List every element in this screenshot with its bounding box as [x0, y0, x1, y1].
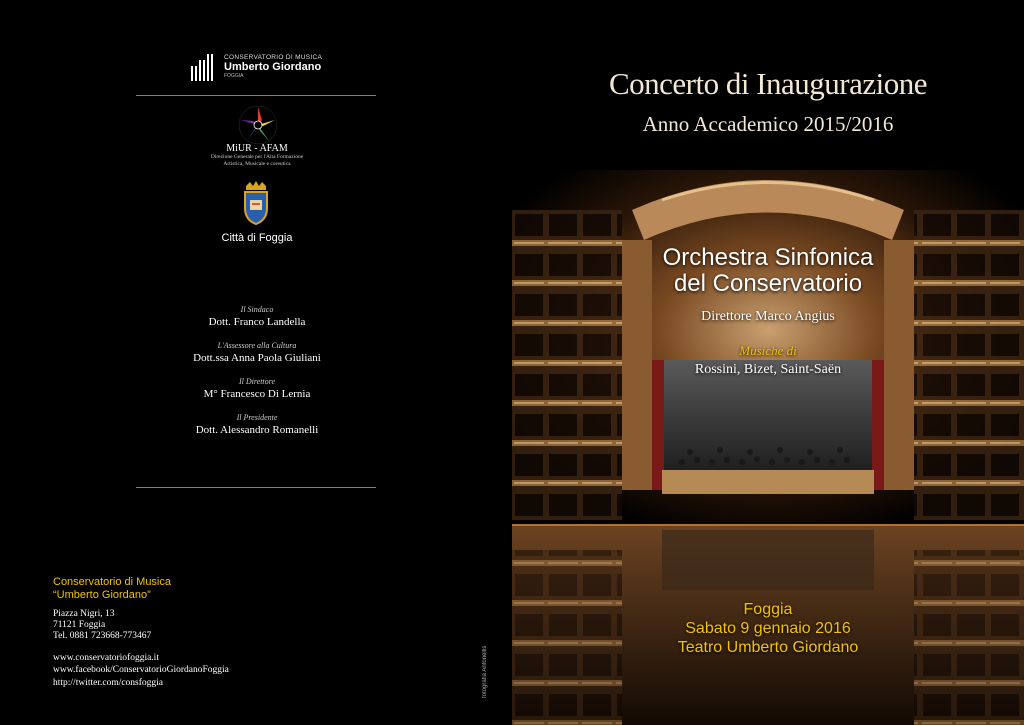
city-crest-icon	[240, 180, 272, 226]
photo-credit: fotografia Antonellis	[482, 645, 488, 698]
city-label: Città di Foggia	[221, 232, 293, 244]
official-name: Dott. Franco Landella	[208, 316, 306, 328]
official-assessore	[146, 341, 368, 364]
orchestra-name	[512, 245, 1024, 298]
official-name: Dott. Alessandro Romanelli	[195, 424, 319, 436]
divider-bottom	[136, 487, 376, 488]
orchestra-line2: del Conservatorio	[673, 270, 863, 298]
right-panel	[512, 0, 1024, 725]
official-sindaco	[146, 305, 368, 328]
event-venue: Teatro Umberto Giordano	[677, 638, 859, 656]
twitter-link[interactable]: http://twitter.com/consfoggia	[53, 677, 164, 688]
official-name: Dott.ssa Anna Paola Giuliani	[193, 352, 321, 364]
official-role: Il Sindaco	[240, 305, 274, 314]
orchestra-line1: Orchestra Sinfonica	[662, 244, 874, 271]
divider-top	[136, 95, 376, 96]
official-role: Il Presidente	[236, 413, 278, 422]
contact-block	[53, 576, 229, 689]
official-name: M° Francesco Di Lernia	[203, 388, 311, 400]
official-presidente	[146, 413, 368, 436]
event-date: Sabato 9 gennaio 2016	[685, 619, 851, 637]
director: Direttore Marco Angius	[701, 309, 835, 324]
contact-heading-1: Conservatorio di Musica	[53, 576, 171, 588]
address-line-2: 71121 Foggia	[53, 620, 106, 631]
contact-heading-2: “Umberto Giordano”	[53, 588, 151, 601]
logo-line1: CONSERVATORIO DI MUSICA	[224, 54, 323, 62]
logo-line3: FOGGIA	[224, 72, 244, 79]
address-line-1: Piazza Nigri, 13	[53, 609, 115, 620]
miur-block	[146, 143, 368, 168]
photo-divider	[512, 524, 1024, 526]
composers: Rossini, Bizet, Saint-Saën	[694, 362, 842, 377]
miur-sub2: Artistica, Musicale e coreutica	[223, 160, 291, 167]
official-role: L'Assessore alla Cultura	[217, 341, 297, 350]
conservatorio-logo	[190, 52, 322, 82]
event-info	[512, 601, 1024, 658]
logo-line2: Umberto Giordano	[224, 61, 322, 73]
miur-title: MiUR - AFAM	[226, 143, 288, 154]
facebook-link[interactable]: www.facebook/ConservatorioGiordanoFoggia	[53, 665, 229, 676]
officials-list	[146, 305, 368, 449]
event-city: Foggia	[743, 601, 793, 618]
music-label: Musiche di	[739, 343, 797, 358]
miur-sub1: Direzione Generale per l'Alta Formazione	[210, 154, 304, 160]
phone: Tel. 0881 723668-773467	[53, 631, 152, 642]
miur-star-logo-icon	[237, 104, 279, 146]
official-role: Il Direttore	[238, 377, 276, 386]
website-link[interactable]: www.conservatoriofoggia.it	[53, 653, 159, 664]
concert-title: Concerto di Inaugurazione	[608, 66, 928, 101]
official-direttore	[146, 377, 368, 400]
academic-year: Anno Accademico 2015/2016	[642, 112, 894, 136]
piano-keys-icon	[190, 52, 218, 82]
